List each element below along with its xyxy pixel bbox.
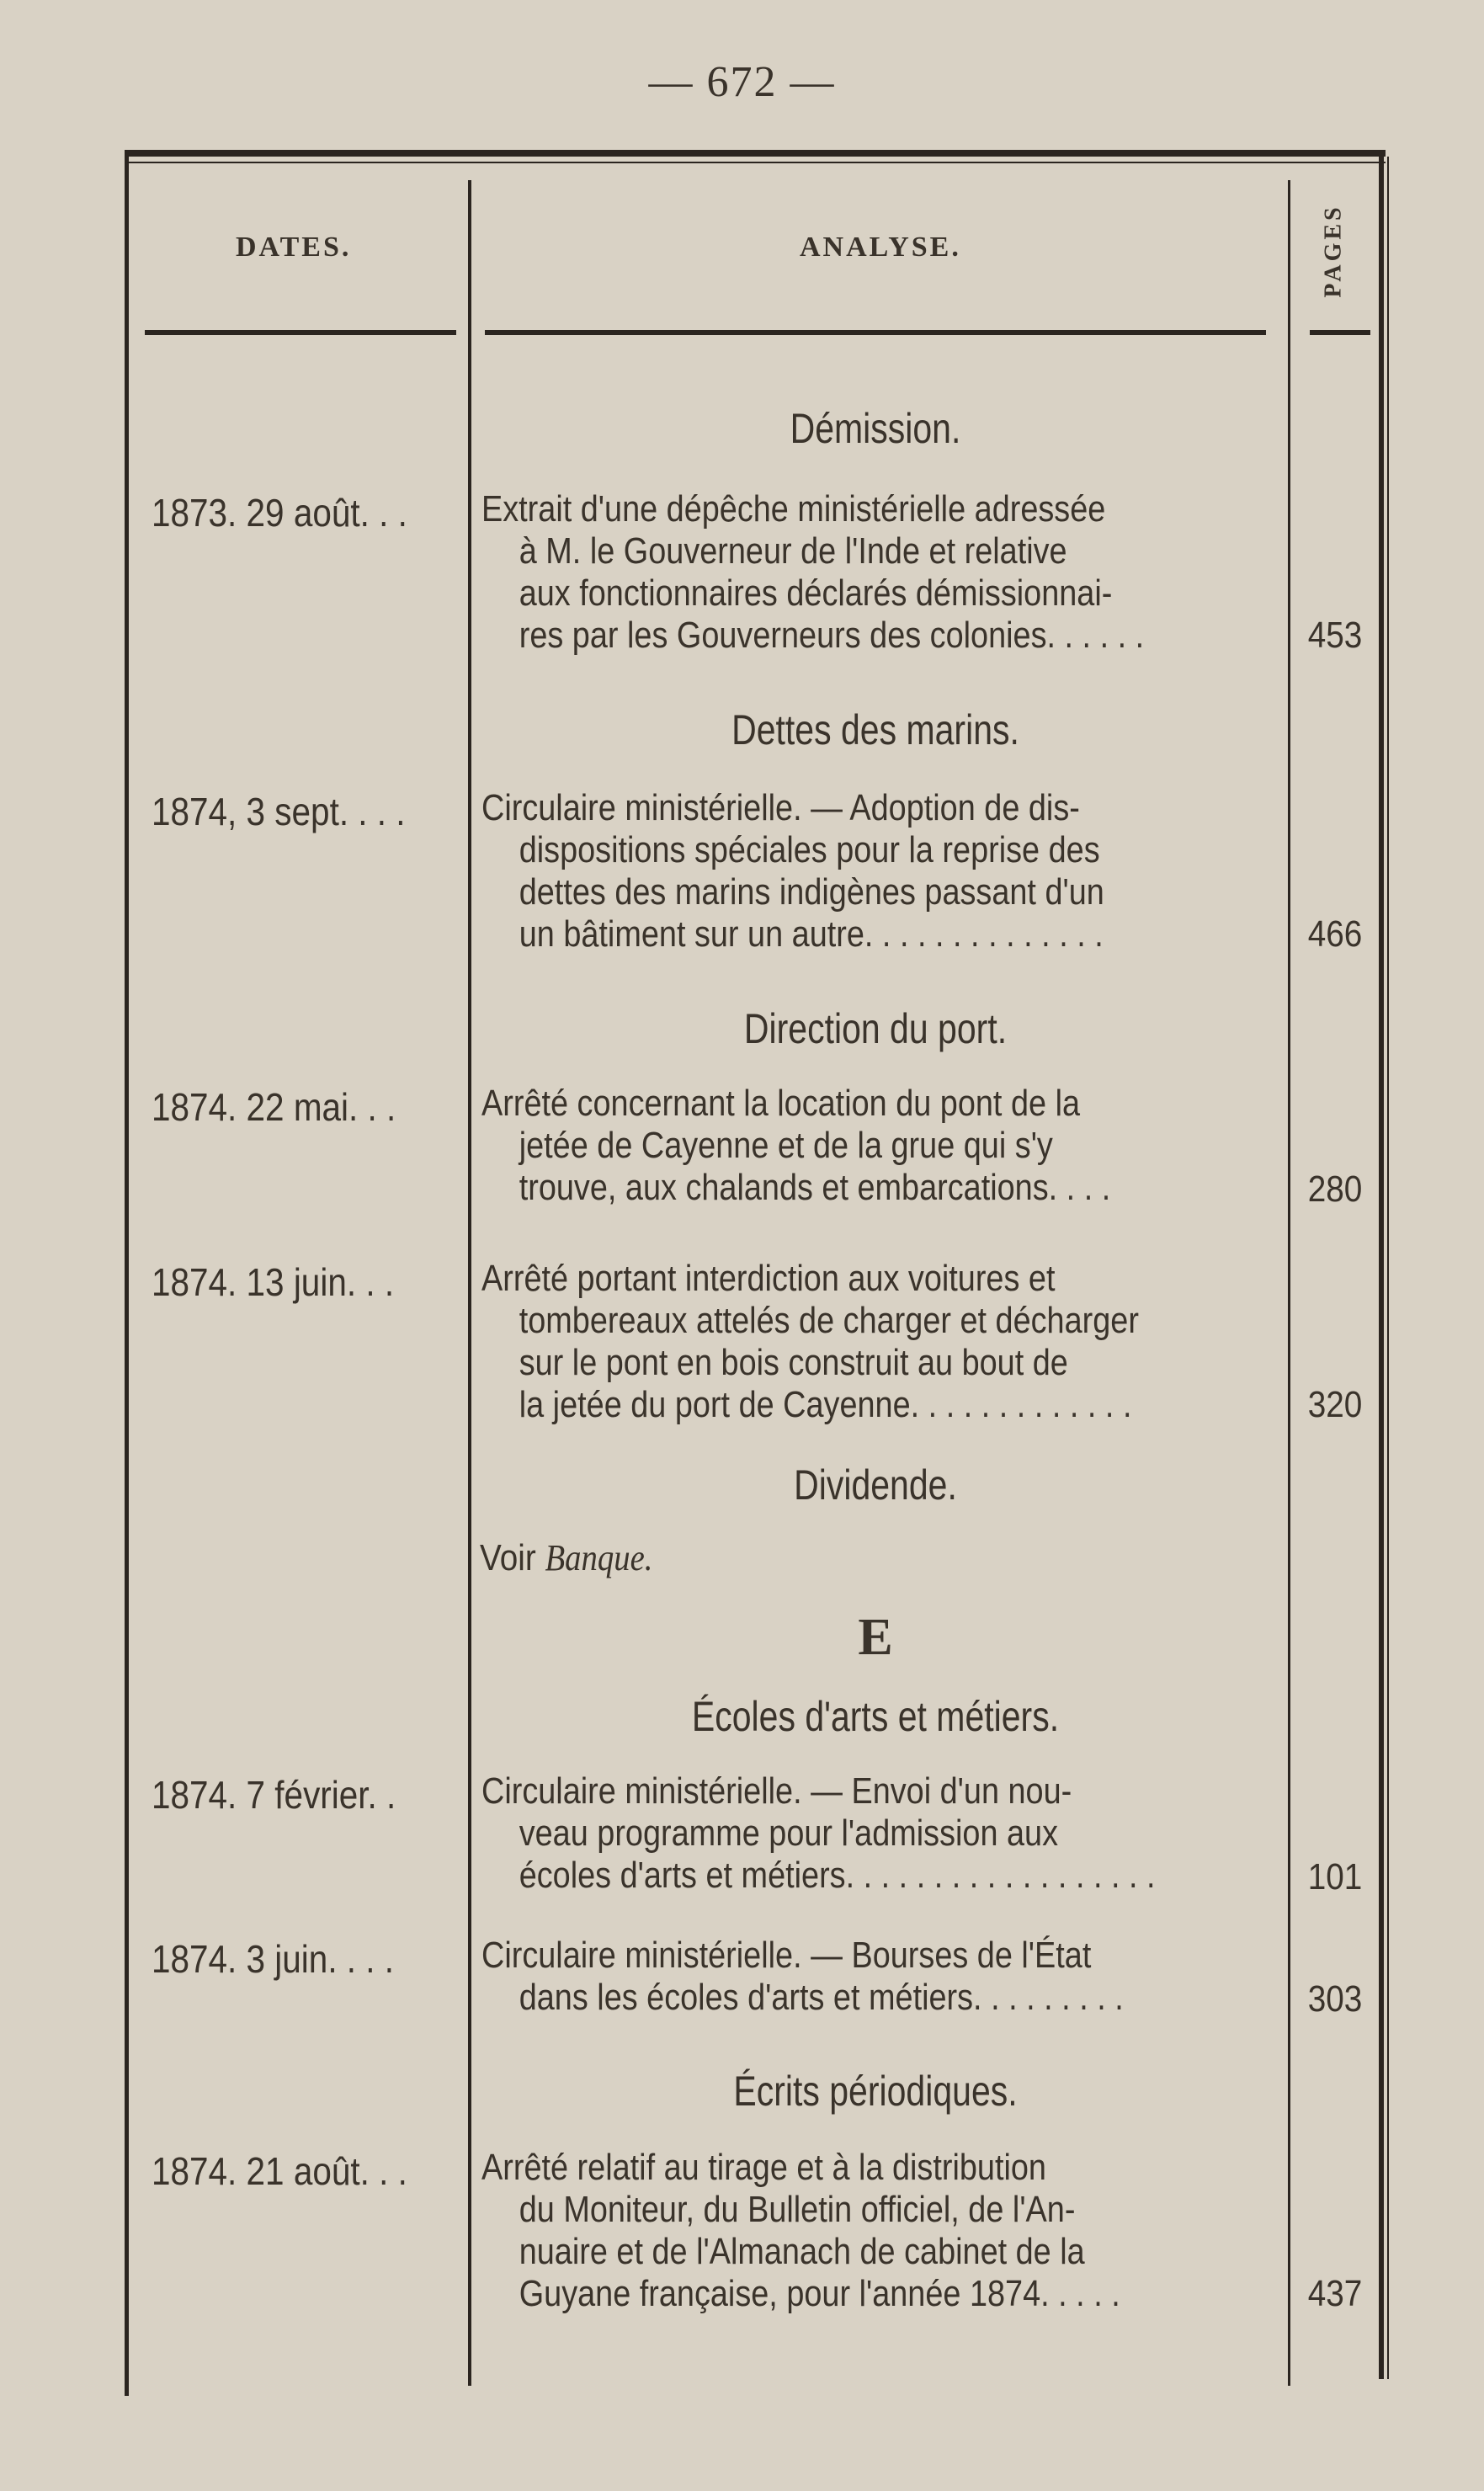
page-reference: 453: [1307, 615, 1363, 656]
entry-line: à M. le Gouverneur de l'Inde et relative: [519, 530, 1067, 572]
header-rule-pages: [1310, 330, 1370, 335]
entry-text: [481, 2147, 1292, 2315]
header-rule-analyse: [485, 330, 1266, 335]
column-header-analyse: ANALYSE.: [800, 232, 961, 263]
entry-line: écoles d'arts et métiers. . . . . . . . . . . . . . . . . .: [519, 1855, 1156, 1896]
entry-line: la jetée du port de Cayenne. . . . . . . . . . . . .: [519, 1384, 1132, 1425]
column-header-pages: [1313, 192, 1355, 310]
entry-line: du Moniteur, du Bulletin officiel, de l'An-: [519, 2189, 1076, 2230]
entry-line: tombereaux attelés de charger et décharger: [519, 1300, 1139, 1341]
entry-text: [481, 1083, 1292, 1209]
page-reference: 280: [1307, 1168, 1363, 1210]
entry-line: res par les Gouverneurs des colonies. . . . . .: [519, 615, 1145, 656]
entry-line: Arrêté portant interdiction aux voitures et: [481, 1258, 1056, 1299]
entry-line: Guyane française, pour l'année 1874. . . . .: [519, 2273, 1120, 2314]
entry-date: 1873. 29 août. . .: [152, 491, 407, 535]
entry-text: [481, 1770, 1292, 1897]
section-heading-direction: Direction du port.: [743, 1005, 1008, 1052]
page-reference: 303: [1307, 1978, 1363, 2020]
entry-date: 1874. 22 mai. . .: [152, 1085, 396, 1129]
section-heading-demission: Démission.: [790, 405, 961, 452]
entry-line: sur le pont en bois construit au bout de: [519, 1342, 1068, 1383]
entry-date: 1874. 3 juin. . . .: [152, 1937, 395, 1981]
cross-reference-prefix: Voir: [480, 1537, 536, 1578]
entry-line: Circulaire ministérielle. — Adoption de dis-: [481, 787, 1080, 828]
page-number: — 672 —: [648, 58, 836, 106]
entry-text: [481, 488, 1292, 657]
cross-reference-target: Banque.: [545, 1537, 653, 1578]
table-right-border-outer: [1387, 157, 1389, 2379]
column-divider-dates: [468, 180, 471, 2386]
table-top-rule-thin: [125, 162, 1386, 163]
entry-date: 1874. 7 février. .: [152, 1773, 396, 1817]
entry-line: Circulaire ministérielle. — Envoi d'un nou-: [481, 1770, 1072, 1812]
entry-line: trouve, aux chalands et embarcations. . . .: [519, 1167, 1111, 1208]
entry-line: nuaire et de l'Almanach de cabinet de la: [519, 2231, 1085, 2272]
column-header-pages-label: PAGES: [1321, 204, 1347, 298]
entry-line: Circulaire ministérielle. — Bourses de l'État: [481, 1935, 1092, 1976]
section-heading-ecrits: Écrits périodiques.: [733, 2068, 1018, 2115]
entry-line: veau programme pour l'admission aux: [519, 1812, 1059, 1854]
entry-line: jetée de Cayenne et de la grue qui s'y: [519, 1125, 1053, 1166]
column-header-dates: DATES.: [236, 232, 352, 263]
entry-date: 1874. 21 août. . .: [152, 2149, 407, 2193]
header-rule-dates: [145, 330, 456, 335]
entry-text: [481, 1935, 1292, 2019]
page-reference: 437: [1307, 2273, 1363, 2314]
section-heading-dettes: Dettes des marins.: [731, 706, 1019, 753]
page-reference: 101: [1307, 1856, 1363, 1898]
entry-line: dettes des marins indigènes passant d'un: [519, 871, 1104, 913]
entry-line: Arrêté relatif au tirage et à la distribution: [481, 2147, 1046, 2188]
entry-text: [481, 1258, 1292, 1426]
entry-line: dans les écoles d'arts et métiers. . . . . . . . .: [519, 1977, 1124, 2018]
entry-line: un bâtiment sur un autre. . . . . . . . . . . . . .: [519, 913, 1104, 955]
entry-line: Arrêté concernant la location du pont de la: [481, 1083, 1081, 1124]
page-reference: 466: [1307, 913, 1363, 955]
section-letter: E: [858, 1609, 893, 1666]
entry-line: Extrait d'une dépêche ministérielle adressée: [481, 488, 1106, 530]
section-heading-dividende: Dividende.: [794, 1461, 957, 1509]
entry-line: aux fonctionnaires déclarés démissionnai-: [519, 572, 1113, 614]
page-reference: 320: [1307, 1384, 1363, 1425]
table-right-border: [1379, 157, 1384, 2379]
entry-date: 1874. 13 juin. . .: [152, 1260, 395, 1304]
cross-reference: [480, 1536, 652, 1579]
entry-date: 1874, 3 sept. . . .: [152, 790, 406, 833]
table-left-border: [125, 157, 129, 2396]
entry-line: dispositions spéciales pour la reprise des: [519, 829, 1100, 870]
table-top-rule: [125, 150, 1386, 157]
entry-text: [481, 787, 1292, 955]
section-heading-ecoles: Écoles d'arts et métiers.: [691, 1693, 1060, 1740]
